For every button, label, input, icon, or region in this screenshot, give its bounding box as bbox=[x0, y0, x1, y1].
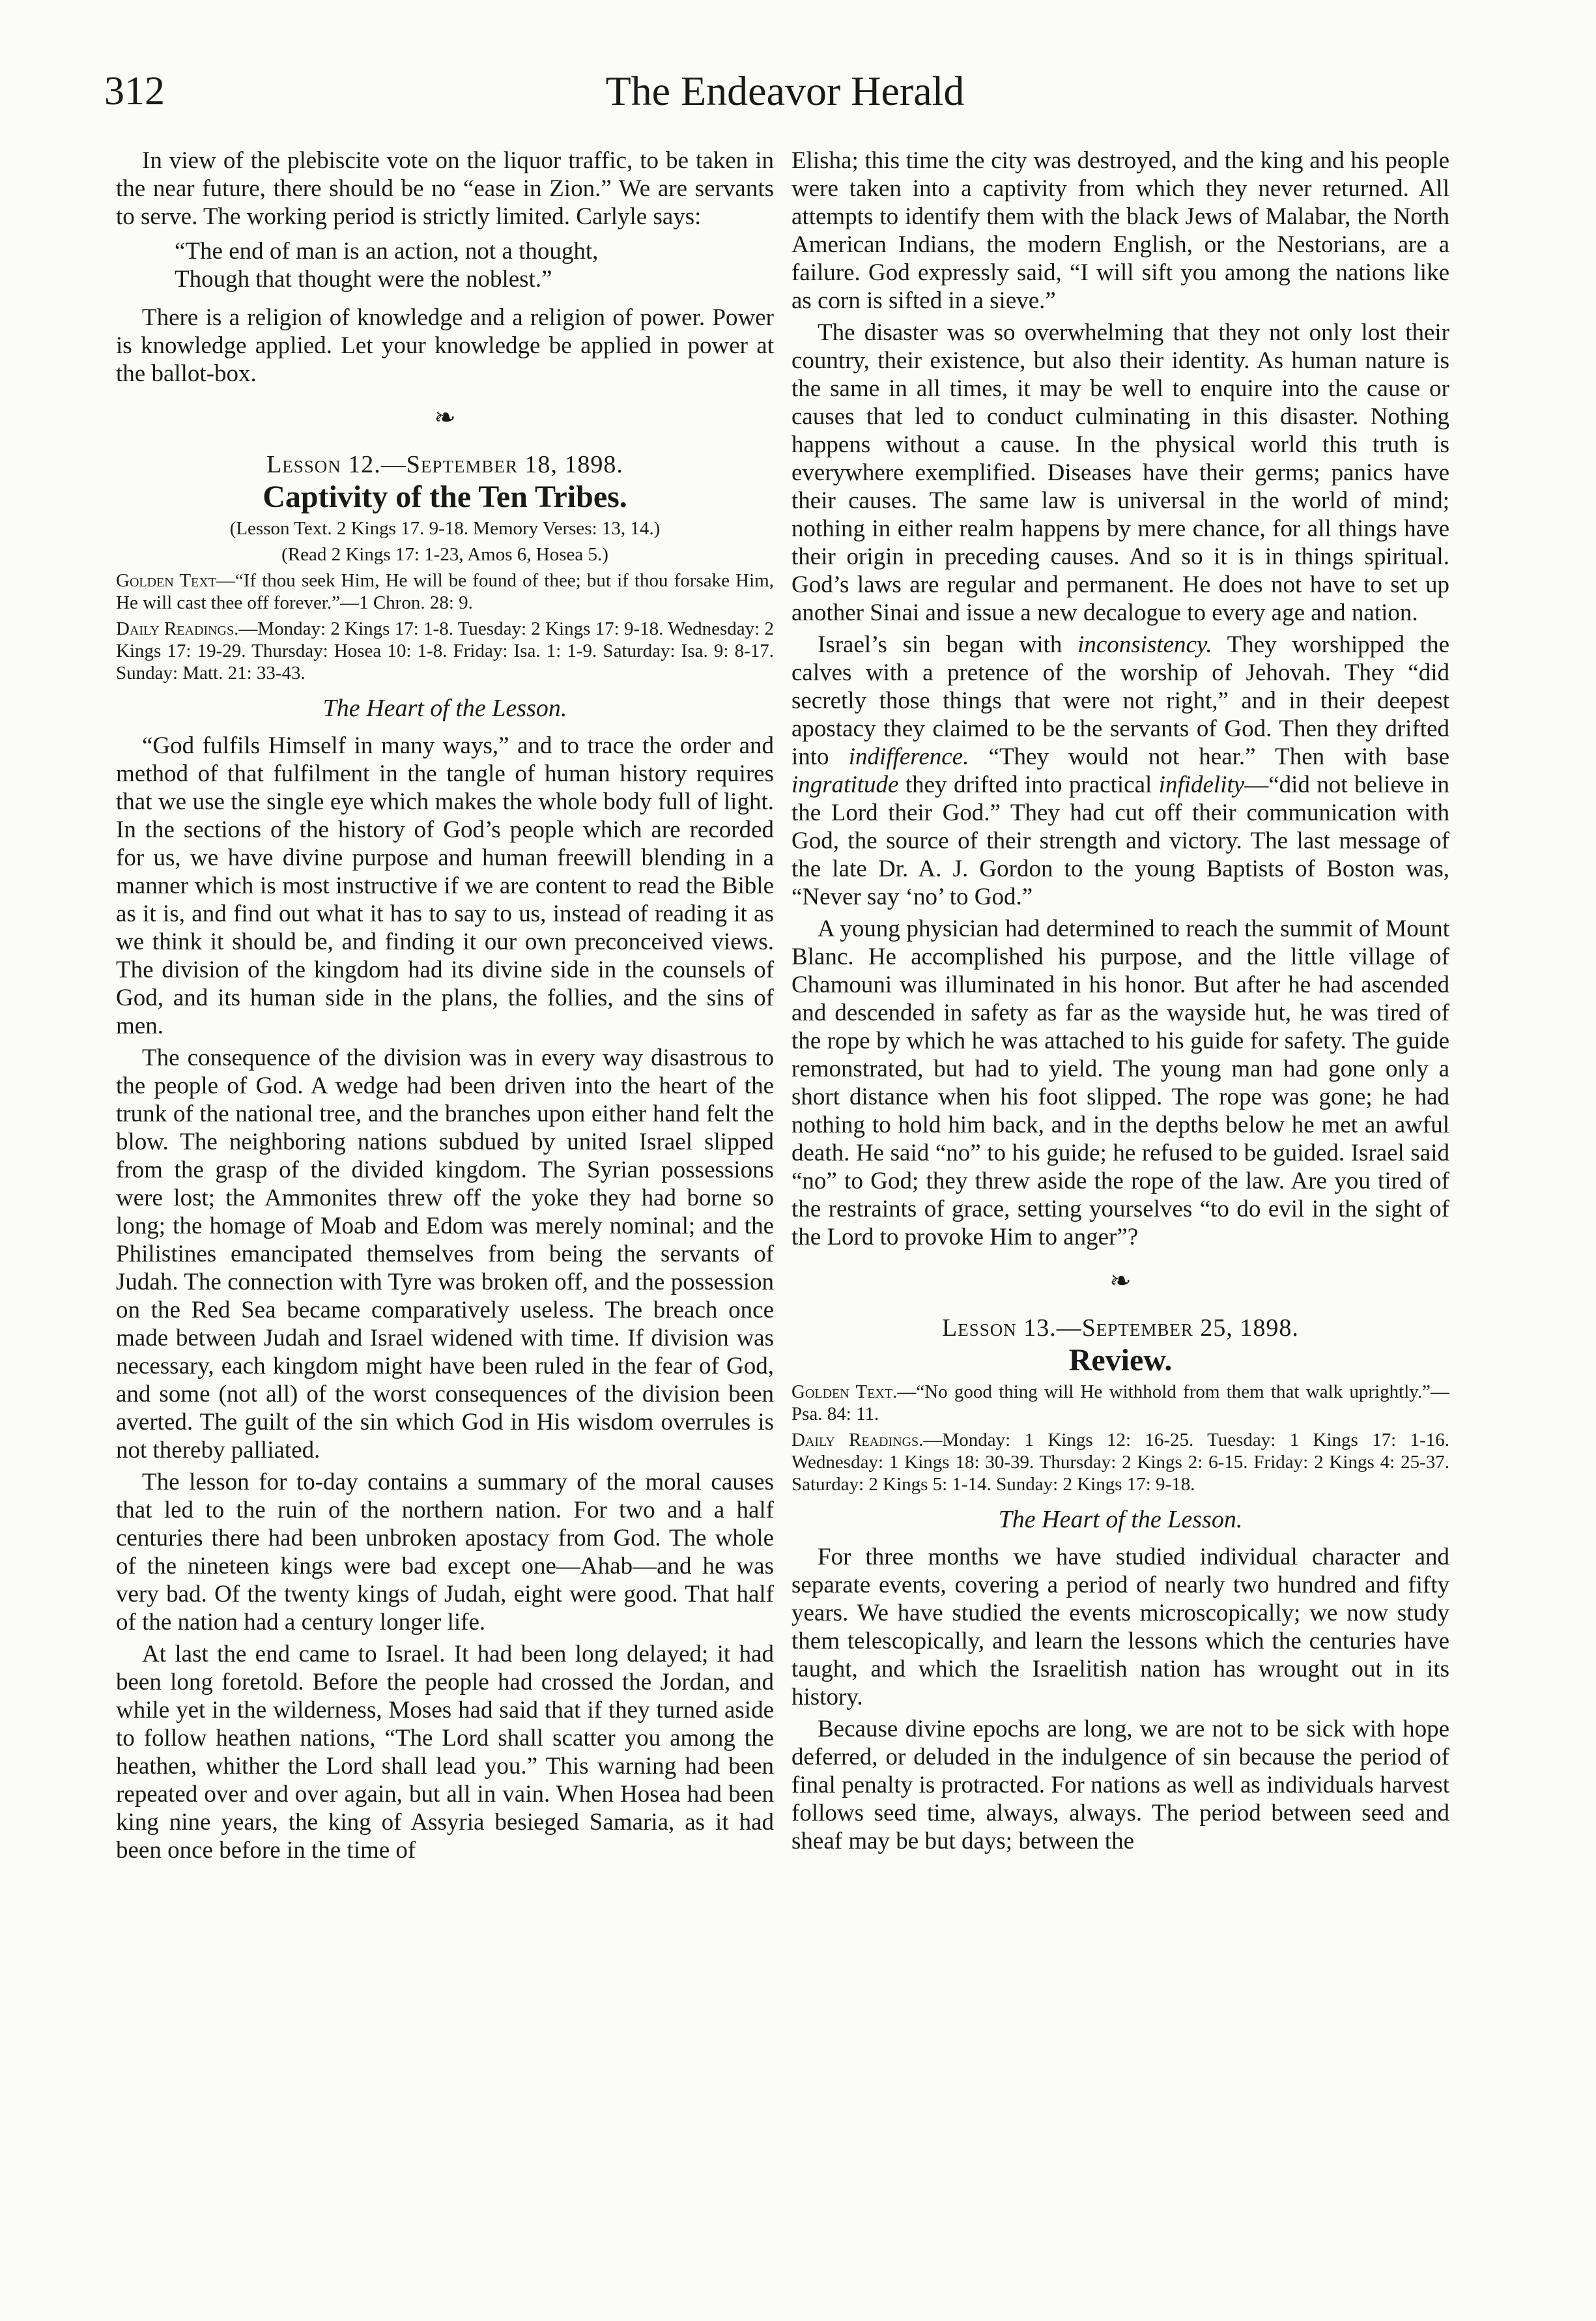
left-column bbox=[116, 147, 774, 2290]
lesson-13-heading: Lesson 13.—September 25, 1898. bbox=[942, 1314, 1299, 1342]
page-header bbox=[91, 62, 1479, 134]
daily-readings-body: .—Monday: 1 Kings 12: 16-25. Tuesday: 1 Kings 17: 1-16. Wednesday: 1 Kings 18: 30-39. Thursday: 2 Kings 2: 6-15. Friday: 2 Kings 4: 25-37. Saturday: 2 Kings 5: 1-14. Sunday: 2 Kings 17: 9-18. bbox=[791, 1430, 1449, 1495]
ornament-icon: ❧ bbox=[434, 403, 456, 432]
paragraph: At last the end came to Israel. It had been long delayed; it had been long foretold. Before the people had crossed the Jordan, and while yet in the wilderness, Moses had said that if they turned aside to follow heathen nations, “The Lord shall scatter you among the heathen, whither the Lord shall lead you.” This warning had been repeated over and over again, but all in vain. When Hosea had been king nine years, the king of Assyria besieged Samaria, as it had been once before in the time of bbox=[116, 1641, 774, 1864]
paragraph: Because divine epochs are long, we are not to be sick with hope deferred, or deluded in the indulgence of sin because the period of final penalty is protracted. For nations as well as individuals harvest follows seed time, always, always. The period between seed and sheaf may be but days; between the bbox=[791, 1716, 1449, 1854]
paragraph: There is a religion of knowledge and a religion of power. Power is knowledge applied. Let your knowledge be applied in power at the ballot-box. bbox=[116, 304, 774, 387]
paragraph: The consequence of the division was in every way disastrous to the people of God. A wedge had been driven into the heart of the trunk of the national tree, and the branches upon either hand felt the blow. The neighboring nations subdued by united Israel slipped from the grasp of the divided kingdom. The Syrian possessions were lost; the Ammonites threw off the yoke they had borne so long; the homage of Moab and Edom was merely nominal; and the Philistines emancipated themselves from being the servants of Judah. The connection with Tyre was broken off, and the possession on the Red Sea became comparatively useless. The breach once made between Judah and Israel widened with time. If division was necessary, each kingdom might have been ruled in the fear of God, and some (not all) of the worst consequences of the division been averted. The guilt of the sin which God in His wisdom overrules is not thereby palliated. bbox=[116, 1045, 774, 1463]
heart-of-lesson-heading: The Heart of the Lesson. bbox=[998, 1506, 1243, 1533]
paragraph: Elisha; this time the city was destroyed, and the king and his people were taken into a captivity from which they never returned. All attempts to identify them with the black Jews of Malabar, the North American Indians, the modern English, or the Nestorians, are a failure. God expressly said, “I will sift you among the nations like as corn is sifted in a sieve.” bbox=[791, 147, 1449, 314]
paragraph: For three months we have studied individual character and separate events, covering a period of nearly two hundred and fifty years. We have studied the events microscopically; we now study them telescopically, and learn the lessons which the centuries have taught, and which the Israelitish nation has wrought out in its history. bbox=[791, 1544, 1449, 1710]
golden-text-body: .—“No good thing will He withhold from them that walk uprightly.”—Psa. 84: 11. bbox=[791, 1381, 1449, 1424]
text-run: Israel’s sin began with bbox=[818, 631, 1078, 658]
text-run: “They would not hear.” Then with base bbox=[969, 743, 1449, 770]
text-run: They worshipped the calves with a pretence of the worship of Jehovah. They “did secretly those things that were not right,” and in their deepest apostacy they claimed to be the servants of God. Then they drifted into bbox=[791, 631, 1449, 770]
daily-readings-label: Daily Readings bbox=[116, 618, 235, 639]
paragraph: The lesson for to-day contains a summary of the moral causes that led to the ruin of the northern nation. For two and a half centuries there had been unbroken apostacy from God. The whole of the nineteen kings were bad except one—Ahab—and he was very bad. Of the twenty kings of Judah, eight were good. That half of the nation had a century longer life. bbox=[116, 1469, 774, 1636]
lesson-12-heading: Lesson 12.—September 18, 1898. bbox=[266, 451, 623, 478]
emphasis: infidelity bbox=[1158, 771, 1245, 798]
emphasis: ingratitude bbox=[791, 771, 899, 798]
daily-readings-body: .—Monday: 2 Kings 17: 1-8. Tuesday: 2 Kings 17: 9-18. Wednesday: 2 Kings 17: 19-29. Thursday: Hosea 10: 1-8. Friday: Isa. 1: 1-9. Saturday: Isa. 9: 8-17. Sunday: Matt. 21: 33-43. bbox=[116, 618, 774, 684]
golden-text-label: Golden Text bbox=[116, 570, 216, 591]
paragraph: “God fulfils Himself in many ways,” and to trace the order and method of that fulfilment in the tangle of human history requires that we use the single eye which makes the whole body full of light. In the sections of the history of God’s people which are recorded for us, we have divine purpose and human freewill blending in a manner which is most instructive if we are content to read the Bible as it is, and find out what it has to say to us, instead of reading it as we think it should be, and finding it our own preconceived views. The division of the kingdom had its divine side in the counsels of God, and its human side in the plans, the follies, and the sins of men. bbox=[116, 732, 774, 1039]
golden-text-label: Golden Text bbox=[791, 1381, 893, 1402]
daily-readings-label: Daily Readings bbox=[791, 1430, 919, 1450]
heart-of-lesson-heading: The Heart of the Lesson. bbox=[322, 695, 567, 722]
paragraph: The disaster was so overwhelming that they not only lost their country, their existence, but also their identity. As human nature is the same in all times, it may be well to enquire into the cause or causes that led to conduct culminating in this disaster. Nothing happens without a cause. In the physical world this truth is everywhere exemplified. Diseases have their germs; panics have their causes. The same law is universal in the world of mind; nothing in either realm happens by mere chance, for all things have their origin in preceding causes. And so it is in things spiritual. God’s laws are regular and permanent. He does not have to set up another Sinai and issue a new decalogue to every age and nation. bbox=[791, 319, 1449, 626]
quote-line: “The end of man is an action, not a thought, bbox=[175, 238, 599, 265]
golden-text bbox=[116, 569, 774, 614]
lesson-text-ref: (Lesson Text. 2 Kings 17. 9-18. Memory Verses: 13, 14.) bbox=[229, 518, 661, 539]
text-run: —“did not believe in the Lord their God.” They had cut off their communication with God, the source of their strength and victory. The last message of the late Dr. A. J. Gordon to the young Baptists of Boston was, “Never say ‘no’ to God.” bbox=[791, 771, 1449, 910]
daily-readings bbox=[791, 1429, 1449, 1495]
paragraph: In view of the plebiscite vote on the liquor traffic, to be taken in the near future, there should be no “ease in Zion.” We are servants to serve. The working period is strictly limited. Carlyle says: bbox=[116, 147, 774, 230]
carlyle-quote bbox=[116, 237, 774, 293]
text-run: they drifted into practical bbox=[898, 771, 1159, 798]
paragraph bbox=[791, 631, 1449, 911]
page-number: 312 bbox=[104, 69, 165, 113]
lesson-12-title: Captivity of the Ten Tribes. bbox=[263, 480, 627, 514]
ornament-icon: ❧ bbox=[1109, 1266, 1132, 1295]
running-title: The Endeavor Herald bbox=[605, 68, 965, 114]
lesson-13-title: Review. bbox=[1068, 1343, 1173, 1377]
emphasis: inconsistency. bbox=[1077, 631, 1212, 658]
emphasis: indifference. bbox=[848, 743, 969, 770]
golden-text-body: —“If thou seek Him, He will be found of thee; but if thou forsake Him, He will cast thee off forever.”—1 Chron. 28: 9. bbox=[116, 570, 774, 613]
golden-text bbox=[791, 1381, 1449, 1425]
quote-line: Though that thought were the noblest.” bbox=[175, 266, 552, 293]
lesson-read-ref: (Read 2 Kings 17: 1-23, Amos 6, Hosea 5.) bbox=[281, 544, 608, 565]
paragraph: A young physician had determined to reach the summit of Mount Blanc. He accomplished his purpose, and the little village of Chamouni was illuminated in his honor. But after he had ascended and descended in safety as far as the wayside hut, he was tired of the rope by which he was attached to his guide for safety. The guide remonstrated, but had to yield. The young man had gone only a short distance when his foot slipped. The rope was gone; he had nothing to hold him back, and in the depths below he met an awful death. He said “no” to his guide; he refused to be guided. Israel said “no” to God; they threw aside the rope of the law. Are you tired of the restraints of grace, setting yourselves “to do evil in the sight of the Lord to provoke Him to anger”? bbox=[791, 915, 1449, 1250]
daily-readings bbox=[116, 618, 774, 684]
right-column bbox=[791, 147, 1449, 2290]
